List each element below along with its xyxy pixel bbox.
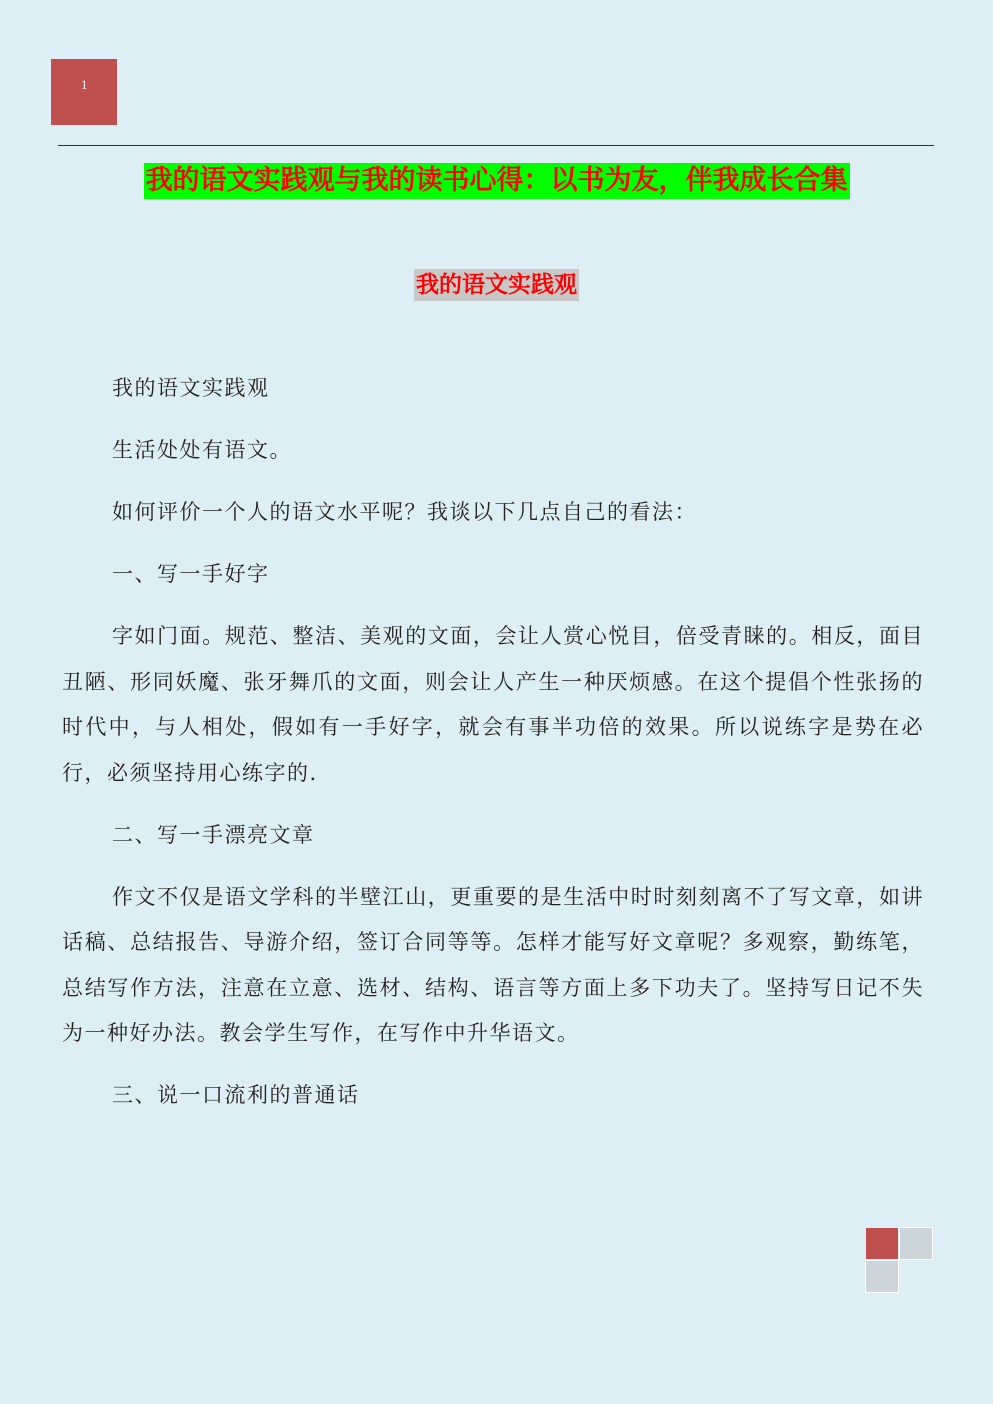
paragraph: 生活处处有语文。 xyxy=(112,438,292,462)
header-divider xyxy=(58,145,934,146)
corner-square-grey xyxy=(900,1228,932,1259)
paragraph-heading: 一、写一手好字 xyxy=(112,562,270,586)
page-number: 1 xyxy=(81,77,88,92)
document-title-container xyxy=(0,163,993,199)
page-number-badge xyxy=(51,59,117,125)
paragraph: 我的语文实践观 xyxy=(112,376,270,400)
paragraph-heading: 三、说一口流利的普通话 xyxy=(112,1083,360,1107)
paragraph: 如何评价一个人的语文水平呢？我谈以下几点自己的看法： xyxy=(112,500,697,524)
document-body xyxy=(62,366,924,1135)
paragraph-heading: 二、写一手漂亮文章 xyxy=(112,822,315,847)
corner-decoration xyxy=(866,1228,933,1293)
section-title-container xyxy=(0,269,993,301)
paragraph: 字如门面。规范、整洁、美观的文面，会让人赏心悦目，倍受青睐的。相反，面目丑陋、形同妖魔、张牙舞爪的文面，则会让人产生一种厌烦感。在这个提倡个性张扬的时代中，与人相处，假如有一手好字，就会有事半功倍的效果。所以说练字是势在必行，必须坚持用心练字的. xyxy=(62,624,924,785)
section-title: 我的语文实践观 xyxy=(414,269,579,301)
paragraph: 作文不仅是语文学科的半壁江山，更重要的是生活中时时刻刻离不了写文章，如讲话稿、总结报告、导游介绍，签订合同等等。怎样才能写好文章呢？多观察，勤练笔，总结写作方法，注意在立意、选材、结构、语言等方面上多下功夫了。坚持写日记不失为一种好办法。教会学生写作，在写作中升华语文。 xyxy=(62,884,924,1045)
corner-square-red xyxy=(866,1228,898,1259)
corner-square-grey xyxy=(866,1261,898,1292)
document-title: 我的语文实践观与我的读书心得：以书为友，伴我成长合集 xyxy=(144,163,850,199)
